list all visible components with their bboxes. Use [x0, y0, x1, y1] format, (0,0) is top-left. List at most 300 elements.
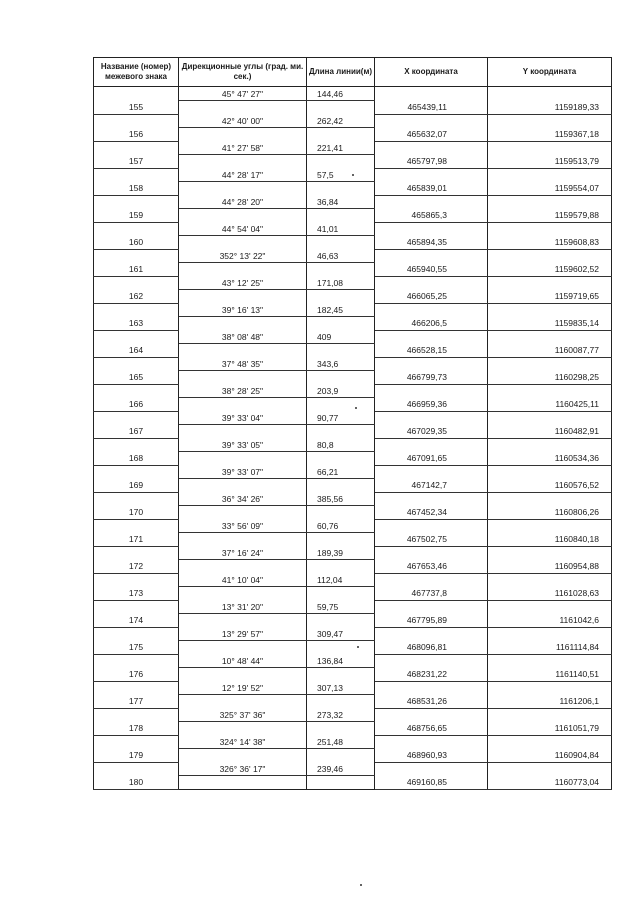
point-name-cell	[94, 465, 179, 479]
length-cell	[307, 263, 375, 277]
point-name-cell: 156	[94, 128, 179, 142]
y-coordinate-cell	[488, 627, 612, 641]
y-coordinate-cell	[488, 762, 612, 776]
segment-row	[94, 465, 612, 479]
x-coordinate-cell: 466528,15	[375, 344, 488, 358]
x-coordinate-cell	[375, 492, 488, 506]
length-cell	[307, 398, 375, 412]
x-coordinate-cell: 465865,3	[375, 209, 488, 223]
bearing-cell	[179, 209, 307, 223]
length-cell: 112,04	[307, 573, 375, 587]
point-name-cell: 180	[94, 776, 179, 790]
x-coordinate-cell	[375, 303, 488, 317]
point-name-cell: 161	[94, 263, 179, 277]
point-name-cell: 158	[94, 182, 179, 196]
point-row	[94, 425, 612, 439]
bearing-cell	[179, 236, 307, 250]
point-name-cell	[94, 681, 179, 695]
y-coordinate-cell	[488, 87, 612, 101]
point-row	[94, 506, 612, 520]
bearing-cell	[179, 695, 307, 709]
x-coordinate-cell	[375, 222, 488, 236]
length-cell: 239,46	[307, 762, 375, 776]
y-coordinate-cell: 1161028,63	[488, 587, 612, 601]
point-name-cell	[94, 735, 179, 749]
point-name-cell: 155	[94, 101, 179, 115]
bearing-cell: 44° 28' 20"	[179, 195, 307, 209]
length-cell	[307, 587, 375, 601]
length-cell	[307, 317, 375, 331]
x-coordinate-cell: 467091,65	[375, 452, 488, 466]
point-name-cell: 178	[94, 722, 179, 736]
x-coordinate-cell	[375, 438, 488, 452]
point-name-cell	[94, 438, 179, 452]
bearing-cell	[179, 263, 307, 277]
x-coordinate-cell	[375, 708, 488, 722]
y-coordinate-cell	[488, 330, 612, 344]
point-name-cell	[94, 492, 179, 506]
y-coordinate-cell: 1160298,25	[488, 371, 612, 385]
point-name-cell: 179	[94, 749, 179, 763]
bearing-cell: 41° 27' 58"	[179, 141, 307, 155]
length-cell	[307, 533, 375, 547]
length-cell: 136,84	[307, 654, 375, 668]
y-coordinate-cell: 1160534,36	[488, 452, 612, 466]
segment-row	[94, 600, 612, 614]
length-cell: 60,76	[307, 519, 375, 533]
length-cell	[307, 776, 375, 790]
x-coordinate-cell: 465894,35	[375, 236, 488, 250]
bearing-cell	[179, 155, 307, 169]
length-cell	[307, 425, 375, 439]
length-cell	[307, 749, 375, 763]
length-cell	[307, 101, 375, 115]
x-coordinate-cell: 465797,98	[375, 155, 488, 169]
header-point-name: Название (номер) межевого знака	[94, 58, 179, 87]
x-coordinate-cell	[375, 681, 488, 695]
y-coordinate-cell	[488, 114, 612, 128]
y-coordinate-cell	[488, 141, 612, 155]
y-coordinate-cell	[488, 249, 612, 263]
x-coordinate-cell: 468231,22	[375, 668, 488, 682]
y-coordinate-cell: 1160840,18	[488, 533, 612, 547]
x-coordinate-cell: 467737,8	[375, 587, 488, 601]
bearing-cell: 38° 28' 25"	[179, 384, 307, 398]
segment-row	[94, 546, 612, 560]
length-cell: 57,5	[307, 168, 375, 182]
bearing-cell	[179, 560, 307, 574]
length-cell	[307, 128, 375, 142]
length-cell	[307, 560, 375, 574]
y-coordinate-cell	[488, 600, 612, 614]
x-coordinate-cell	[375, 330, 488, 344]
x-coordinate-cell	[375, 600, 488, 614]
point-row	[94, 263, 612, 277]
length-cell	[307, 371, 375, 385]
bearing-cell: 39° 33' 05"	[179, 438, 307, 452]
segment-row	[94, 222, 612, 236]
point-name-cell	[94, 600, 179, 614]
y-coordinate-cell: 1159189,33	[488, 101, 612, 115]
point-row	[94, 614, 612, 628]
x-coordinate-cell	[375, 762, 488, 776]
segment-row	[94, 573, 612, 587]
x-coordinate-cell	[375, 546, 488, 560]
x-coordinate-cell	[375, 519, 488, 533]
point-name-cell: 165	[94, 371, 179, 385]
point-name-cell	[94, 627, 179, 641]
y-coordinate-cell: 1160576,52	[488, 479, 612, 493]
x-coordinate-cell	[375, 654, 488, 668]
length-cell: 409	[307, 330, 375, 344]
bearing-cell	[179, 722, 307, 736]
length-cell	[307, 209, 375, 223]
point-name-cell	[94, 519, 179, 533]
x-coordinate-cell	[375, 195, 488, 209]
bearing-cell	[179, 425, 307, 439]
y-coordinate-cell	[488, 573, 612, 587]
point-row	[94, 344, 612, 358]
point-name-cell: 174	[94, 614, 179, 628]
point-name-cell: 160	[94, 236, 179, 250]
y-coordinate-cell	[488, 438, 612, 452]
segment-row	[94, 654, 612, 668]
y-coordinate-cell: 1159602,52	[488, 263, 612, 277]
bearing-cell: 45° 47' 27"	[179, 87, 307, 101]
x-coordinate-cell	[375, 87, 488, 101]
length-cell: 189,39	[307, 546, 375, 560]
point-row	[94, 560, 612, 574]
length-cell	[307, 506, 375, 520]
point-name-cell	[94, 708, 179, 722]
bearing-cell: 33° 56' 09"	[179, 519, 307, 533]
y-coordinate-cell	[488, 465, 612, 479]
segment-row	[94, 357, 612, 371]
length-cell	[307, 236, 375, 250]
x-coordinate-cell: 465940,55	[375, 263, 488, 277]
point-row	[94, 290, 612, 304]
table-header-row	[94, 58, 612, 87]
y-coordinate-cell: 1160087,77	[488, 344, 612, 358]
point-name-cell: 166	[94, 398, 179, 412]
segment-row	[94, 195, 612, 209]
y-coordinate-cell	[488, 357, 612, 371]
x-coordinate-cell	[375, 384, 488, 398]
segment-row	[94, 87, 612, 101]
y-coordinate-cell: 1161140,51	[488, 668, 612, 682]
y-coordinate-cell: 1159513,79	[488, 155, 612, 169]
length-cell: 46,63	[307, 249, 375, 263]
point-row	[94, 776, 612, 790]
bearing-cell: 38° 08' 48"	[179, 330, 307, 344]
point-row	[94, 155, 612, 169]
bearing-cell	[179, 776, 307, 790]
segment-row	[94, 249, 612, 263]
scan-speck	[355, 407, 357, 409]
bearing-cell: 42° 40' 00"	[179, 114, 307, 128]
x-coordinate-cell: 469160,85	[375, 776, 488, 790]
length-cell: 251,48	[307, 735, 375, 749]
y-coordinate-cell	[488, 303, 612, 317]
point-name-cell: 173	[94, 587, 179, 601]
bearing-cell	[179, 371, 307, 385]
length-cell: 90,77	[307, 411, 375, 425]
bearing-cell	[179, 479, 307, 493]
point-name-cell	[94, 114, 179, 128]
x-coordinate-cell: 468531,26	[375, 695, 488, 709]
y-coordinate-cell	[488, 546, 612, 560]
bearing-cell: 37° 16' 24"	[179, 546, 307, 560]
point-row	[94, 641, 612, 655]
point-name-cell: 170	[94, 506, 179, 520]
x-coordinate-cell: 467653,46	[375, 560, 488, 574]
y-coordinate-cell	[488, 276, 612, 290]
point-name-cell	[94, 654, 179, 668]
y-coordinate-cell: 1161114,84	[488, 641, 612, 655]
point-name-cell	[94, 330, 179, 344]
y-coordinate-cell: 1160954,88	[488, 560, 612, 574]
point-row	[94, 479, 612, 493]
segment-row	[94, 114, 612, 128]
point-name-cell: 167	[94, 425, 179, 439]
y-coordinate-cell: 1160425,11	[488, 398, 612, 412]
y-coordinate-cell	[488, 222, 612, 236]
point-name-cell	[94, 411, 179, 425]
y-coordinate-cell	[488, 492, 612, 506]
bearing-cell	[179, 101, 307, 115]
point-row	[94, 587, 612, 601]
bearing-cell	[179, 344, 307, 358]
point-name-cell: 162	[94, 290, 179, 304]
segment-row	[94, 681, 612, 695]
x-coordinate-cell: 467142,7	[375, 479, 488, 493]
table-body	[94, 87, 612, 790]
point-row	[94, 128, 612, 142]
point-row	[94, 371, 612, 385]
bearing-cell: 44° 28' 17"	[179, 168, 307, 182]
bearing-cell: 324° 14' 38"	[179, 735, 307, 749]
length-cell: 203,9	[307, 384, 375, 398]
bearing-cell	[179, 317, 307, 331]
bearing-cell	[179, 128, 307, 142]
length-cell	[307, 452, 375, 466]
segment-row	[94, 438, 612, 452]
y-coordinate-cell	[488, 681, 612, 695]
bearing-cell: 13° 31' 20"	[179, 600, 307, 614]
x-coordinate-cell: 467029,35	[375, 425, 488, 439]
y-coordinate-cell	[488, 195, 612, 209]
x-coordinate-cell: 465439,11	[375, 101, 488, 115]
x-coordinate-cell	[375, 276, 488, 290]
x-coordinate-cell	[375, 357, 488, 371]
x-coordinate-cell: 466959,36	[375, 398, 488, 412]
bearing-cell: 39° 33' 07"	[179, 465, 307, 479]
segment-row	[94, 735, 612, 749]
point-name-cell	[94, 762, 179, 776]
header-length: Длина линии(м)	[307, 58, 375, 87]
point-row	[94, 749, 612, 763]
y-coordinate-cell	[488, 708, 612, 722]
segment-row	[94, 384, 612, 398]
bearing-cell	[179, 182, 307, 196]
y-coordinate-cell	[488, 384, 612, 398]
x-coordinate-cell: 467502,75	[375, 533, 488, 547]
bearing-cell: 36° 34' 26"	[179, 492, 307, 506]
length-cell	[307, 722, 375, 736]
segment-row	[94, 708, 612, 722]
point-name-cell: 175	[94, 641, 179, 655]
segment-row	[94, 519, 612, 533]
x-coordinate-cell	[375, 114, 488, 128]
x-coordinate-cell: 465632,07	[375, 128, 488, 142]
bearing-cell: 37° 48' 35"	[179, 357, 307, 371]
y-coordinate-cell: 1159579,88	[488, 209, 612, 223]
bearing-cell: 39° 33' 04"	[179, 411, 307, 425]
point-name-cell	[94, 195, 179, 209]
point-row	[94, 668, 612, 682]
bearing-cell: 41° 10' 04"	[179, 573, 307, 587]
x-coordinate-cell: 466065,25	[375, 290, 488, 304]
length-cell: 309,47	[307, 627, 375, 641]
point-name-cell	[94, 87, 179, 101]
x-coordinate-cell: 468960,93	[375, 749, 488, 763]
point-row	[94, 722, 612, 736]
length-cell: 144,46	[307, 87, 375, 101]
bearing-cell	[179, 749, 307, 763]
point-name-cell	[94, 303, 179, 317]
bearing-cell: 325° 37' 36"	[179, 708, 307, 722]
point-name-cell	[94, 276, 179, 290]
point-name-cell	[94, 141, 179, 155]
point-name-cell: 169	[94, 479, 179, 493]
bearing-cell	[179, 506, 307, 520]
point-name-cell: 157	[94, 155, 179, 169]
bearing-cell	[179, 614, 307, 628]
y-coordinate-cell: 1159554,07	[488, 182, 612, 196]
segment-row	[94, 627, 612, 641]
length-cell: 385,56	[307, 492, 375, 506]
length-cell: 307,13	[307, 681, 375, 695]
y-coordinate-cell	[488, 168, 612, 182]
bearing-cell: 13° 29' 57"	[179, 627, 307, 641]
point-row	[94, 695, 612, 709]
length-cell: 80,8	[307, 438, 375, 452]
point-name-cell: 172	[94, 560, 179, 574]
length-cell: 41,01	[307, 222, 375, 236]
length-cell: 182,45	[307, 303, 375, 317]
y-coordinate-cell: 1159719,65	[488, 290, 612, 304]
x-coordinate-cell	[375, 627, 488, 641]
y-coordinate-cell	[488, 519, 612, 533]
segment-row	[94, 276, 612, 290]
y-coordinate-cell: 1161051,79	[488, 722, 612, 736]
x-coordinate-cell: 466206,5	[375, 317, 488, 331]
bearing-cell: 10° 48' 44"	[179, 654, 307, 668]
point-name-cell: 164	[94, 344, 179, 358]
length-cell	[307, 614, 375, 628]
x-coordinate-cell: 467795,89	[375, 614, 488, 628]
length-cell	[307, 290, 375, 304]
x-coordinate-cell	[375, 735, 488, 749]
length-cell: 343,6	[307, 357, 375, 371]
length-cell	[307, 155, 375, 169]
point-row	[94, 533, 612, 547]
x-coordinate-cell: 468756,65	[375, 722, 488, 736]
point-row	[94, 452, 612, 466]
point-name-cell: 168	[94, 452, 179, 466]
bearing-cell: 44° 54' 04"	[179, 222, 307, 236]
point-name-cell	[94, 546, 179, 560]
x-coordinate-cell: 466799,73	[375, 371, 488, 385]
y-coordinate-cell	[488, 411, 612, 425]
bearing-cell	[179, 533, 307, 547]
y-coordinate-cell: 1160904,84	[488, 749, 612, 763]
y-coordinate-cell: 1159835,14	[488, 317, 612, 331]
segment-row	[94, 411, 612, 425]
header-bearing: Дирекционные углы (град. ми. сек.)	[179, 58, 307, 87]
boundary-coordinates-table	[93, 57, 612, 790]
point-name-cell	[94, 222, 179, 236]
bearing-cell	[179, 668, 307, 682]
point-name-cell: 159	[94, 209, 179, 223]
length-cell	[307, 479, 375, 493]
bearing-cell	[179, 587, 307, 601]
length-cell: 66,21	[307, 465, 375, 479]
point-row	[94, 317, 612, 331]
length-cell	[307, 344, 375, 358]
x-coordinate-cell: 468096,81	[375, 641, 488, 655]
length-cell: 59,75	[307, 600, 375, 614]
point-name-cell: 177	[94, 695, 179, 709]
length-cell: 273,32	[307, 708, 375, 722]
bearing-cell: 12° 19' 52"	[179, 681, 307, 695]
y-coordinate-cell: 1161206,1	[488, 695, 612, 709]
point-row	[94, 209, 612, 223]
point-name-cell	[94, 357, 179, 371]
length-cell: 36,84	[307, 195, 375, 209]
y-coordinate-cell: 1160773,04	[488, 776, 612, 790]
bearing-cell: 43° 12' 25"	[179, 276, 307, 290]
point-name-cell	[94, 573, 179, 587]
x-coordinate-cell	[375, 465, 488, 479]
length-cell	[307, 641, 375, 655]
y-coordinate-cell: 1160482,91	[488, 425, 612, 439]
header-y-coordinate: Y координата	[488, 58, 612, 87]
bearing-cell	[179, 452, 307, 466]
length-cell	[307, 668, 375, 682]
point-name-cell: 163	[94, 317, 179, 331]
bearing-cell: 326° 36' 17"	[179, 762, 307, 776]
segment-row	[94, 762, 612, 776]
length-cell: 171,08	[307, 276, 375, 290]
point-row	[94, 236, 612, 250]
x-coordinate-cell	[375, 411, 488, 425]
x-coordinate-cell	[375, 573, 488, 587]
segment-row	[94, 330, 612, 344]
length-cell	[307, 695, 375, 709]
segment-row	[94, 141, 612, 155]
segment-row	[94, 492, 612, 506]
bearing-cell: 39° 16' 13"	[179, 303, 307, 317]
y-coordinate-cell	[488, 735, 612, 749]
y-coordinate-cell: 1161042,6	[488, 614, 612, 628]
point-row	[94, 398, 612, 412]
bearing-cell	[179, 641, 307, 655]
x-coordinate-cell	[375, 141, 488, 155]
point-name-cell	[94, 168, 179, 182]
segment-row	[94, 303, 612, 317]
y-coordinate-cell: 1159608,83	[488, 236, 612, 250]
